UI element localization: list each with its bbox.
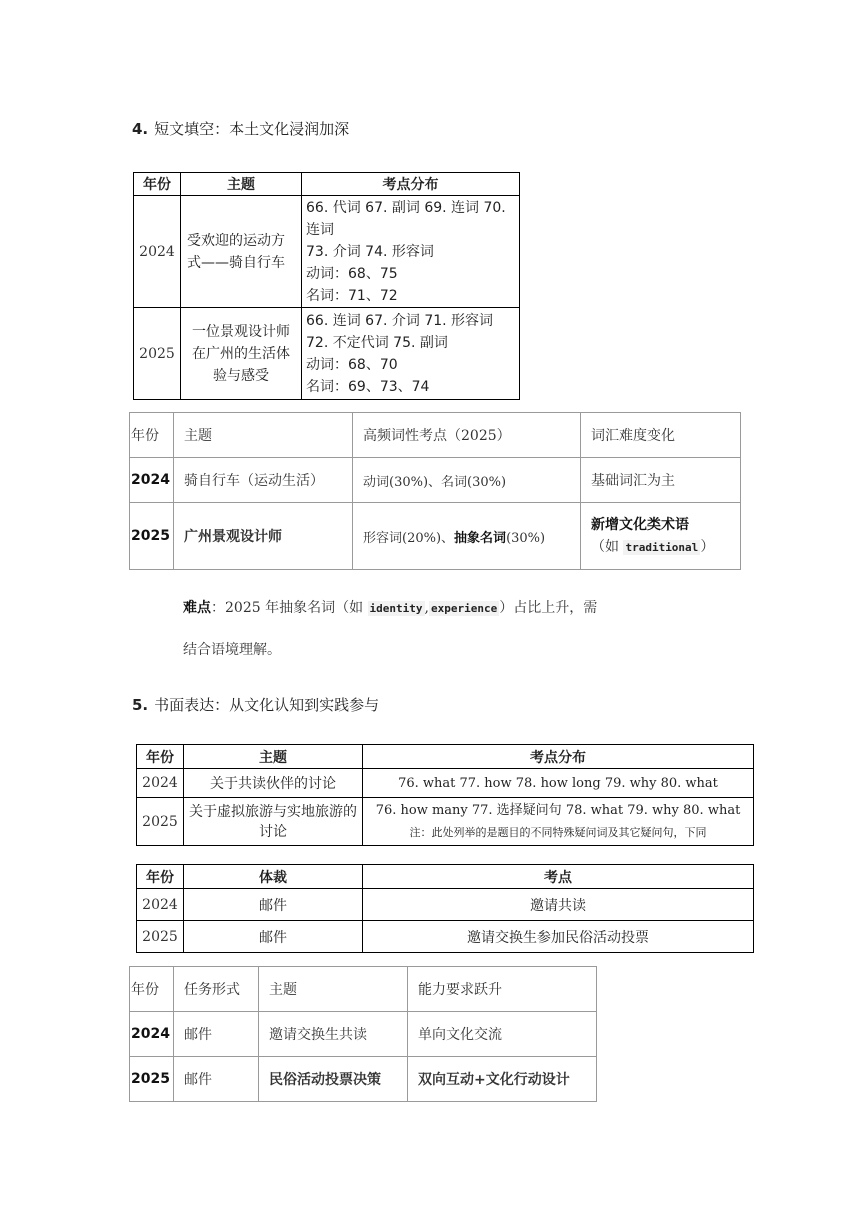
s5t2-year: 2024 <box>137 889 184 921</box>
section-4-heading <box>132 118 349 139</box>
s4-comparison-table <box>129 412 741 570</box>
note-label: 难点 <box>183 600 211 616</box>
table-row <box>130 503 741 570</box>
point-line: 76. how many 77. 选择疑问句 78. what 79. why 80. what <box>375 802 741 818</box>
table-row <box>130 1057 597 1102</box>
table-row <box>130 1012 597 1057</box>
s5t3-ability: 单向文化交流 <box>408 1012 597 1057</box>
s5t1-topic: 关于虚拟旅游与实地旅游的讨论 <box>184 798 363 846</box>
s5t3-header-ability: 能力要求跃升 <box>408 967 597 1012</box>
s4t2-header-pos: 高频词性考点（2025） <box>353 413 581 458</box>
table-row <box>134 196 520 308</box>
point-line: 动词：68、70 <box>306 356 398 373</box>
section-5-number: 5. <box>132 696 149 714</box>
s5t2-header-genre: 体裁 <box>184 865 363 889</box>
point-line: 73. 介词 74. 形容词 <box>306 243 434 260</box>
note-text: , <box>424 600 429 616</box>
s5-exam-points-table <box>136 744 754 846</box>
s5t2-header-point: 考点 <box>363 865 754 889</box>
s5t3-form: 邮件 <box>174 1012 259 1057</box>
s5t1-year: 2024 <box>137 769 184 798</box>
note-code: experience <box>430 602 498 615</box>
s5t2-genre: 邮件 <box>184 921 363 953</box>
s5t1-header-year: 年份 <box>137 745 184 769</box>
note-text: ：2025 年抽象名词（如 <box>211 600 368 616</box>
s4t1-topic: 受欢迎的运动方式——骑自行车 <box>181 196 302 308</box>
s4t1-header-points: 考点分布 <box>302 173 520 196</box>
s5-ability-table <box>129 966 597 1102</box>
s5t3-header-topic: 主题 <box>259 967 408 1012</box>
s5t3-topic: 邀请交换生共读 <box>259 1012 408 1057</box>
s5t3-header-year: 年份 <box>130 967 174 1012</box>
section-4-number: 4. <box>132 120 149 138</box>
section-4-title: 短文填空：本土文化浸润加深 <box>154 120 350 138</box>
s4t2-pos: 动词(30%)、名词(30%) <box>353 458 581 503</box>
diff-code: traditional <box>625 540 699 554</box>
table-row <box>137 921 754 953</box>
point-line: 名词：71、72 <box>306 287 398 304</box>
s4t1-points <box>302 308 520 400</box>
diff-text: ） <box>700 538 715 555</box>
s5t3-header-form: 任务形式 <box>174 967 259 1012</box>
s5t1-header-topic: 主题 <box>184 745 363 769</box>
table-row <box>134 308 520 400</box>
s4t2-header-diff: 词汇难度变化 <box>581 413 741 458</box>
note-text: ）占比上升，需 <box>499 600 598 616</box>
s5t1-year: 2025 <box>137 798 184 846</box>
s4t2-diff <box>581 503 741 570</box>
pos-bold-text: 抽象名词 <box>454 530 507 546</box>
pos-text: 形容词(20%)、 <box>363 530 455 546</box>
s4t1-header-year: 年份 <box>134 173 181 196</box>
table-row <box>137 769 754 798</box>
s4t2-diff: 基础词汇为主 <box>581 458 741 503</box>
s5t1-points <box>363 798 754 846</box>
s5-genre-table <box>136 864 754 953</box>
s5t3-year: 2024 <box>130 1012 174 1057</box>
s5t3-form: 邮件 <box>174 1057 259 1102</box>
s4t2-pos <box>353 503 581 570</box>
s5t3-topic: 民俗活动投票决策 <box>259 1057 408 1102</box>
s5t2-genre: 邮件 <box>184 889 363 921</box>
s5t2-header-year: 年份 <box>137 865 184 889</box>
s4t2-year: 2025 <box>130 503 174 570</box>
section-5-heading <box>132 694 379 715</box>
s4t1-year: 2024 <box>134 196 181 308</box>
section-5-title: 书面表达：从文化认知到实践参与 <box>154 696 380 714</box>
difficulty-note <box>183 598 597 619</box>
difficulty-note-line2: 结合语境理解。 <box>183 642 281 658</box>
diff-text: （如 <box>591 538 624 555</box>
s5t1-points: 76. what 77. how 78. how long 79. why 80. what <box>363 769 754 798</box>
point-footnote: 注：此处列举的是题目的不同特殊疑问词及其它疑问句，下同 <box>409 825 707 839</box>
table-row <box>130 458 741 503</box>
point-line: 72. 不定代词 75. 副词 <box>306 334 448 351</box>
point-line: 66. 连词 67. 介词 71. 形容词 <box>306 312 494 329</box>
s5t2-point: 邀请共读 <box>363 889 754 921</box>
pos-text: (30%) <box>506 530 546 546</box>
s5t2-point: 邀请交换生参加民俗活动投票 <box>363 921 754 953</box>
s4-exam-points-table <box>133 172 520 400</box>
s4t1-header-topic: 主题 <box>181 173 302 196</box>
s4t2-year: 2024 <box>130 458 174 503</box>
table-row <box>137 798 754 846</box>
s5t1-header-points: 考点分布 <box>363 745 754 769</box>
s4t2-topic: 骑自行车（运动生活） <box>174 458 353 503</box>
table-row <box>137 889 754 921</box>
diff-bold-text: 新增文化类术语 <box>591 516 689 533</box>
s4t1-topic: 一位景观设计师在广州的生活体验与感受 <box>181 308 302 400</box>
note-code: identity <box>369 602 423 615</box>
s5t2-year: 2025 <box>137 921 184 953</box>
point-line: 动词：68、75 <box>306 265 398 282</box>
point-line: 名词：69、73、74 <box>306 378 430 395</box>
s4t2-header-topic: 主题 <box>174 413 353 458</box>
s4t1-year: 2025 <box>134 308 181 400</box>
s4t1-points <box>302 196 520 308</box>
s4t2-header-year: 年份 <box>130 413 174 458</box>
s4t2-topic: 广州景观设计师 <box>174 503 353 570</box>
s5t1-topic: 关于共读伙伴的讨论 <box>184 769 363 798</box>
s5t3-ability: 双向互动+文化行动设计 <box>408 1057 597 1102</box>
s5t3-year: 2025 <box>130 1057 174 1102</box>
point-line: 66. 代词 67. 副词 69. 连词 70. 连词 <box>306 199 506 238</box>
